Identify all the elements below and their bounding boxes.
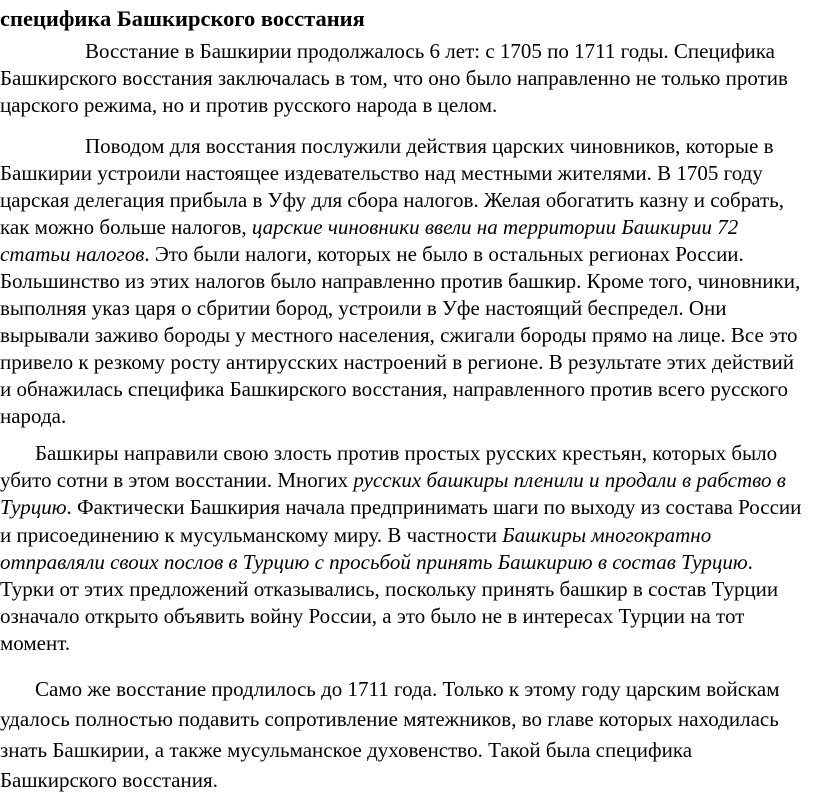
italic-emphasis: русских башкиры пленили и продали в рабство в Турцию [0, 468, 786, 520]
paragraph-4 [0, 674, 810, 796]
paragraph-1 [0, 38, 810, 119]
paragraph-2 [0, 133, 810, 430]
italic-emphasis: Башкиры многократно отправляли своих послов в Турцию с просьбой принять Башкирию в состав Турцию [0, 522, 748, 574]
paragraph-3 [0, 440, 810, 658]
paragraph-text: . Турки от этих предложений отказывались, поскольку принять башкир в состав Турции означало открыто объявить войну России, а это было не в интересах Турции на тот момент. [0, 549, 779, 656]
paragraph-text: Башкиры направили свою злость против простых русских крестьян, которых было убито сотни в этом восстании. Многих [0, 441, 778, 493]
paragraph-text: Поводом для восстания послужили действия царских чиновников, которые в Башкирии устроили настоящее издевательство над местными жителями. В 1705 году царская делегация прибыла в Уфу для сбора налогов. Желая обогатить казну и собрать, как можно больше налогов, [0, 134, 784, 239]
paragraph-text: Само же восстание продлилось до 1711 года. Только к этому году царским войскам удалось полностью подавить сопротивление мятежников, во главе которых находилась знать Башкирии, а также мусульманское духовенство. Такой была специфика Башкирского восстания. [0, 676, 780, 793]
italic-emphasis: царские чиновники ввели на территории Башкирии 72 статьи налогов [0, 215, 739, 266]
document-title: специфика Башкирского восстания [0, 6, 365, 31]
paragraph-text: . Фактически Башкирия начала предпринимать шаги по выходу из состава России и присоединению к мусульманскому миру. В частности [0, 495, 802, 547]
paragraph-text: . Это были налоги, которых не было в остальных регионах России. Большинство из этих налогов было направленно против башкир. Кроме того, чиновники, выполняя указ царя о сбритии бород, устроили в Уфе настоящий беспредел. Они вырывали заживо бороды у местного населения, сжигали бороды прямо на лице. Все это привело к резкому росту антирусских настроений в регионе. В результате этих действий и обнажилась специфика Башкирского восстания, направленного против всего русского народа. [0, 242, 801, 428]
paragraph-text: Восстание в Башкирии продолжалось 6 лет: с 1705 по 1711 годы. Специфика Башкирского восстания заключалась в том, что оно было направленно не только против царского режима, но и против русского народа в целом. [0, 39, 788, 117]
